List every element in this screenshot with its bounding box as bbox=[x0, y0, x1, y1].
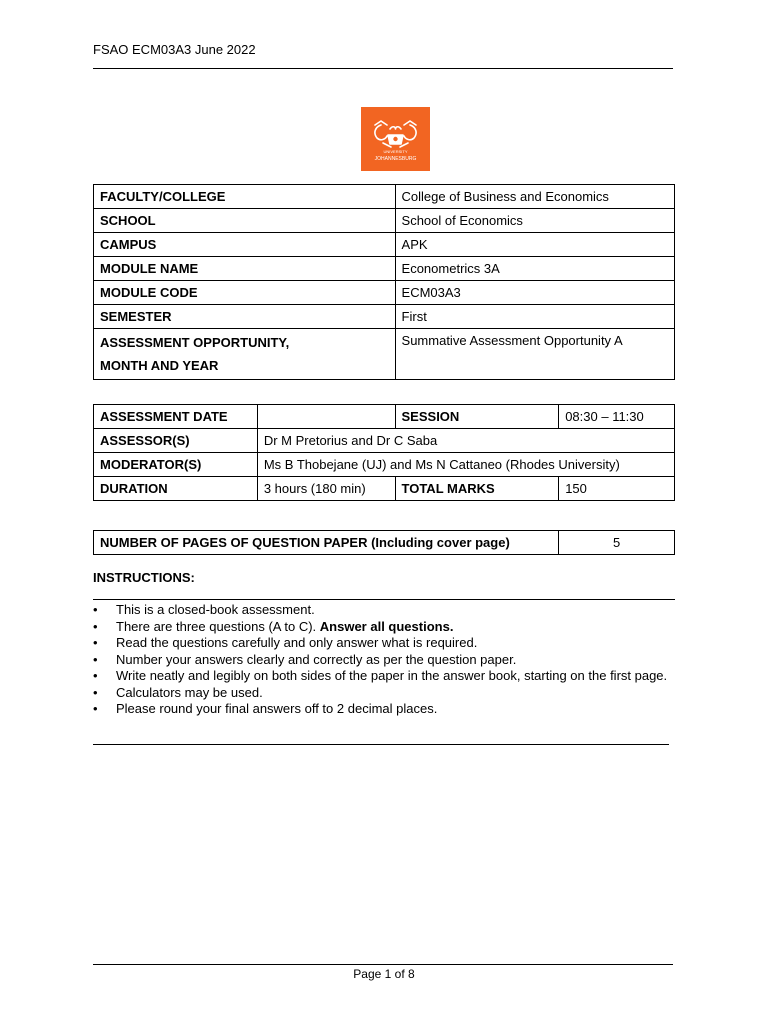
footer-rule bbox=[93, 964, 673, 965]
university-crest-icon bbox=[361, 107, 430, 171]
bullet-icon: • bbox=[93, 701, 98, 716]
list-item bbox=[93, 635, 677, 651]
instruction-text: Calculators may be used. bbox=[116, 684, 263, 700]
instruction-text: There are three questions (A to C). bbox=[116, 618, 320, 634]
opportunity-value: Summative Assessment Opportunity A bbox=[395, 329, 674, 380]
table-row bbox=[94, 329, 675, 380]
assessment-date-value bbox=[257, 405, 395, 429]
module-code-label: MODULE CODE bbox=[94, 281, 396, 305]
faculty-label: FACULTY/COLLEGE bbox=[94, 185, 396, 209]
campus-value: APK bbox=[395, 233, 674, 257]
table-row bbox=[94, 477, 675, 501]
list-item bbox=[93, 701, 677, 717]
bullet-icon: • bbox=[93, 618, 98, 634]
table-row bbox=[94, 405, 675, 429]
list-item bbox=[93, 602, 677, 618]
instruction-text: This is a closed-book assessment. bbox=[116, 602, 315, 617]
total-marks-label: TOTAL MARKS bbox=[395, 477, 559, 501]
semester-value: First bbox=[395, 305, 674, 329]
page-header: FSAO ECM03A3 June 2022 bbox=[93, 42, 256, 57]
table-row bbox=[94, 257, 675, 281]
table-row bbox=[94, 531, 675, 555]
semester-label: SEMESTER bbox=[94, 305, 396, 329]
table-row bbox=[94, 209, 675, 233]
module-name-value: Econometrics 3A bbox=[395, 257, 674, 281]
page-count-value: 5 bbox=[559, 531, 675, 555]
assessment-date-label: ASSESSMENT DATE bbox=[94, 405, 258, 429]
logo-text-university: UNIVERSITY bbox=[383, 149, 408, 154]
instructions-bottom-rule bbox=[93, 744, 669, 745]
bullet-icon: • bbox=[93, 602, 98, 617]
faculty-value: College of Business and Economics bbox=[395, 185, 674, 209]
list-item bbox=[93, 619, 677, 635]
module-code-value: ECM03A3 bbox=[395, 281, 674, 305]
session-label: SESSION bbox=[395, 405, 559, 429]
list-item bbox=[93, 685, 677, 701]
table-row bbox=[94, 233, 675, 257]
table-row bbox=[94, 453, 675, 477]
instruction-emphasis: Answer all questions. bbox=[319, 618, 454, 634]
module-details-table bbox=[93, 184, 675, 380]
duration-value: 3 hours (180 min) bbox=[257, 477, 395, 501]
moderator-label: MODERATOR(S) bbox=[94, 453, 258, 477]
moderator-value: Ms B Thobejane (UJ) and Ms N Cattaneo (Rhodes University) bbox=[257, 453, 674, 477]
instructions-title: INSTRUCTIONS: bbox=[93, 570, 195, 585]
instructions-top-rule bbox=[93, 599, 675, 600]
assessment-table bbox=[93, 404, 675, 501]
bullet-icon: • bbox=[93, 635, 98, 650]
opportunity-label-line1: ASSESSMENT OPPORTUNITY, bbox=[100, 335, 290, 350]
list-item bbox=[93, 652, 677, 668]
session-value: 08:30 – 11:30 bbox=[559, 405, 675, 429]
bullet-icon: • bbox=[93, 651, 98, 667]
table-row bbox=[94, 429, 675, 453]
total-marks-value: 150 bbox=[559, 477, 675, 501]
instruction-text: Please round your final answers off to 2 decimal places. bbox=[116, 701, 438, 716]
opportunity-label bbox=[94, 329, 396, 380]
bullet-icon: • bbox=[93, 684, 98, 700]
page-number: Page 1 of 8 bbox=[353, 967, 415, 981]
page-count-table bbox=[93, 530, 675, 555]
instruction-text: Write neatly and legibly on both sides of the paper in the answer book, starting on the first page. bbox=[116, 668, 668, 683]
campus-label: CAMPUS bbox=[94, 233, 396, 257]
university-logo bbox=[361, 107, 430, 171]
instructions-list bbox=[93, 602, 677, 718]
school-value: School of Economics bbox=[395, 209, 674, 233]
header-rule bbox=[93, 68, 673, 69]
table-row bbox=[94, 185, 675, 209]
table-row bbox=[94, 281, 675, 305]
instruction-text: Number your answers clearly and correctly as per the question paper. bbox=[116, 651, 517, 667]
table-row bbox=[94, 305, 675, 329]
assessor-label: ASSESSOR(S) bbox=[94, 429, 258, 453]
list-item bbox=[93, 668, 677, 684]
bullet-icon: • bbox=[93, 668, 98, 683]
assessor-value: Dr M Pretorius and Dr C Saba bbox=[257, 429, 674, 453]
school-label: SCHOOL bbox=[94, 209, 396, 233]
page-count-label: NUMBER OF PAGES OF QUESTION PAPER (Including cover page) bbox=[94, 531, 559, 555]
opportunity-label-line2: MONTH AND YEAR bbox=[100, 358, 219, 373]
module-name-label: MODULE NAME bbox=[94, 257, 396, 281]
instruction-text: Read the questions carefully and only answer what is required. bbox=[116, 635, 478, 650]
logo-text-johannesburg: JOHANNESBURG bbox=[374, 156, 417, 162]
duration-label: DURATION bbox=[94, 477, 258, 501]
